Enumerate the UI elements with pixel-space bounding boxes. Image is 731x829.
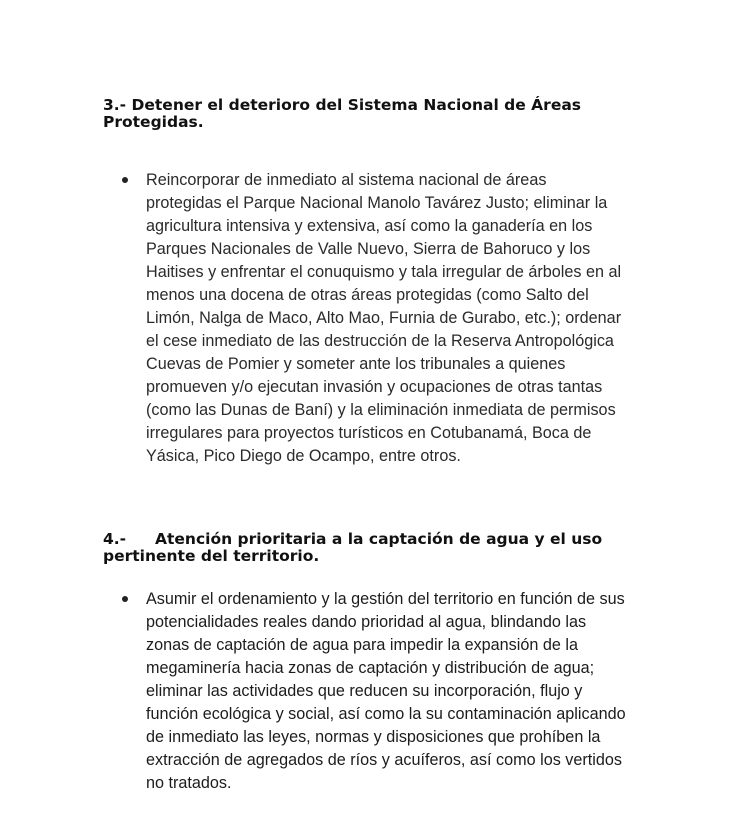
section-4-number: 4.-	[103, 530, 127, 548]
list-item	[103, 588, 628, 795]
section-3-bullet-text: Reincorporar de inmediato al sistema nacional de áreas protegidas el Parque Nacional Manolo Tavárez Justo; eliminar la agricultura intensiva y extensiva, así como la ganadería en los Parques Nacionales de Valle Nuevo, Sierra de Bahoruco y los Haitises y enfrentar el conuquismo y tala irregular de árboles en al menos una docena de otras áreas protegidas (como Salto del Limón, Nalga de Maco, Alto Mao, Furnia de Gurabo, etc.); ordenar el cese inmediato de las destrucción de la Reserva Antropológica Cuevas de Pomier y someter ante los tribunales a quienes promueven y/o ejecutan invasión y ocupaciones de otras tantas (como las Dunas de Baní) y la eliminación inmediata de permisos irregulares para proyectos turísticos en Cotubanamá, Boca de Yásica, Pico Diego de Ocampo, entre otros.	[146, 171, 622, 465]
section-4	[103, 531, 663, 795]
section-4-bullet-text: Asumir el ordenamiento y la gestión del territorio en función de sus potencialidades reales dando prioridad al agua, blindando las zonas de captación de agua para impedir la expansión de la megaminería hacia zonas de captación y distribución de agua; eliminar las actividades que reducen su incorporación, flujo y función ecológica y social, así como la su contaminación aplicando de inmediato las leyes, normas y disposiciones que prohíben la extracción de agregados de ríos y acuíferos, así como los vertidos no tratados.	[146, 590, 626, 792]
list-item	[103, 169, 626, 468]
bullet-dot-icon	[122, 596, 128, 602]
section-4-bullet-list	[103, 588, 663, 795]
section-4-heading	[103, 531, 663, 565]
section-3-title: Detener el deterioro del Sistema Nacional de Áreas Protegidas.	[103, 96, 582, 131]
section-4-title: Atención prioritaria a la captación de agua y el uso pertinente del territorio.	[103, 530, 603, 565]
bullet-dot-icon	[122, 177, 128, 183]
section-3-number: 3.-	[103, 96, 127, 114]
section-3-bullet-list	[103, 169, 663, 468]
section-3-heading	[103, 97, 663, 131]
section-3	[103, 97, 663, 468]
